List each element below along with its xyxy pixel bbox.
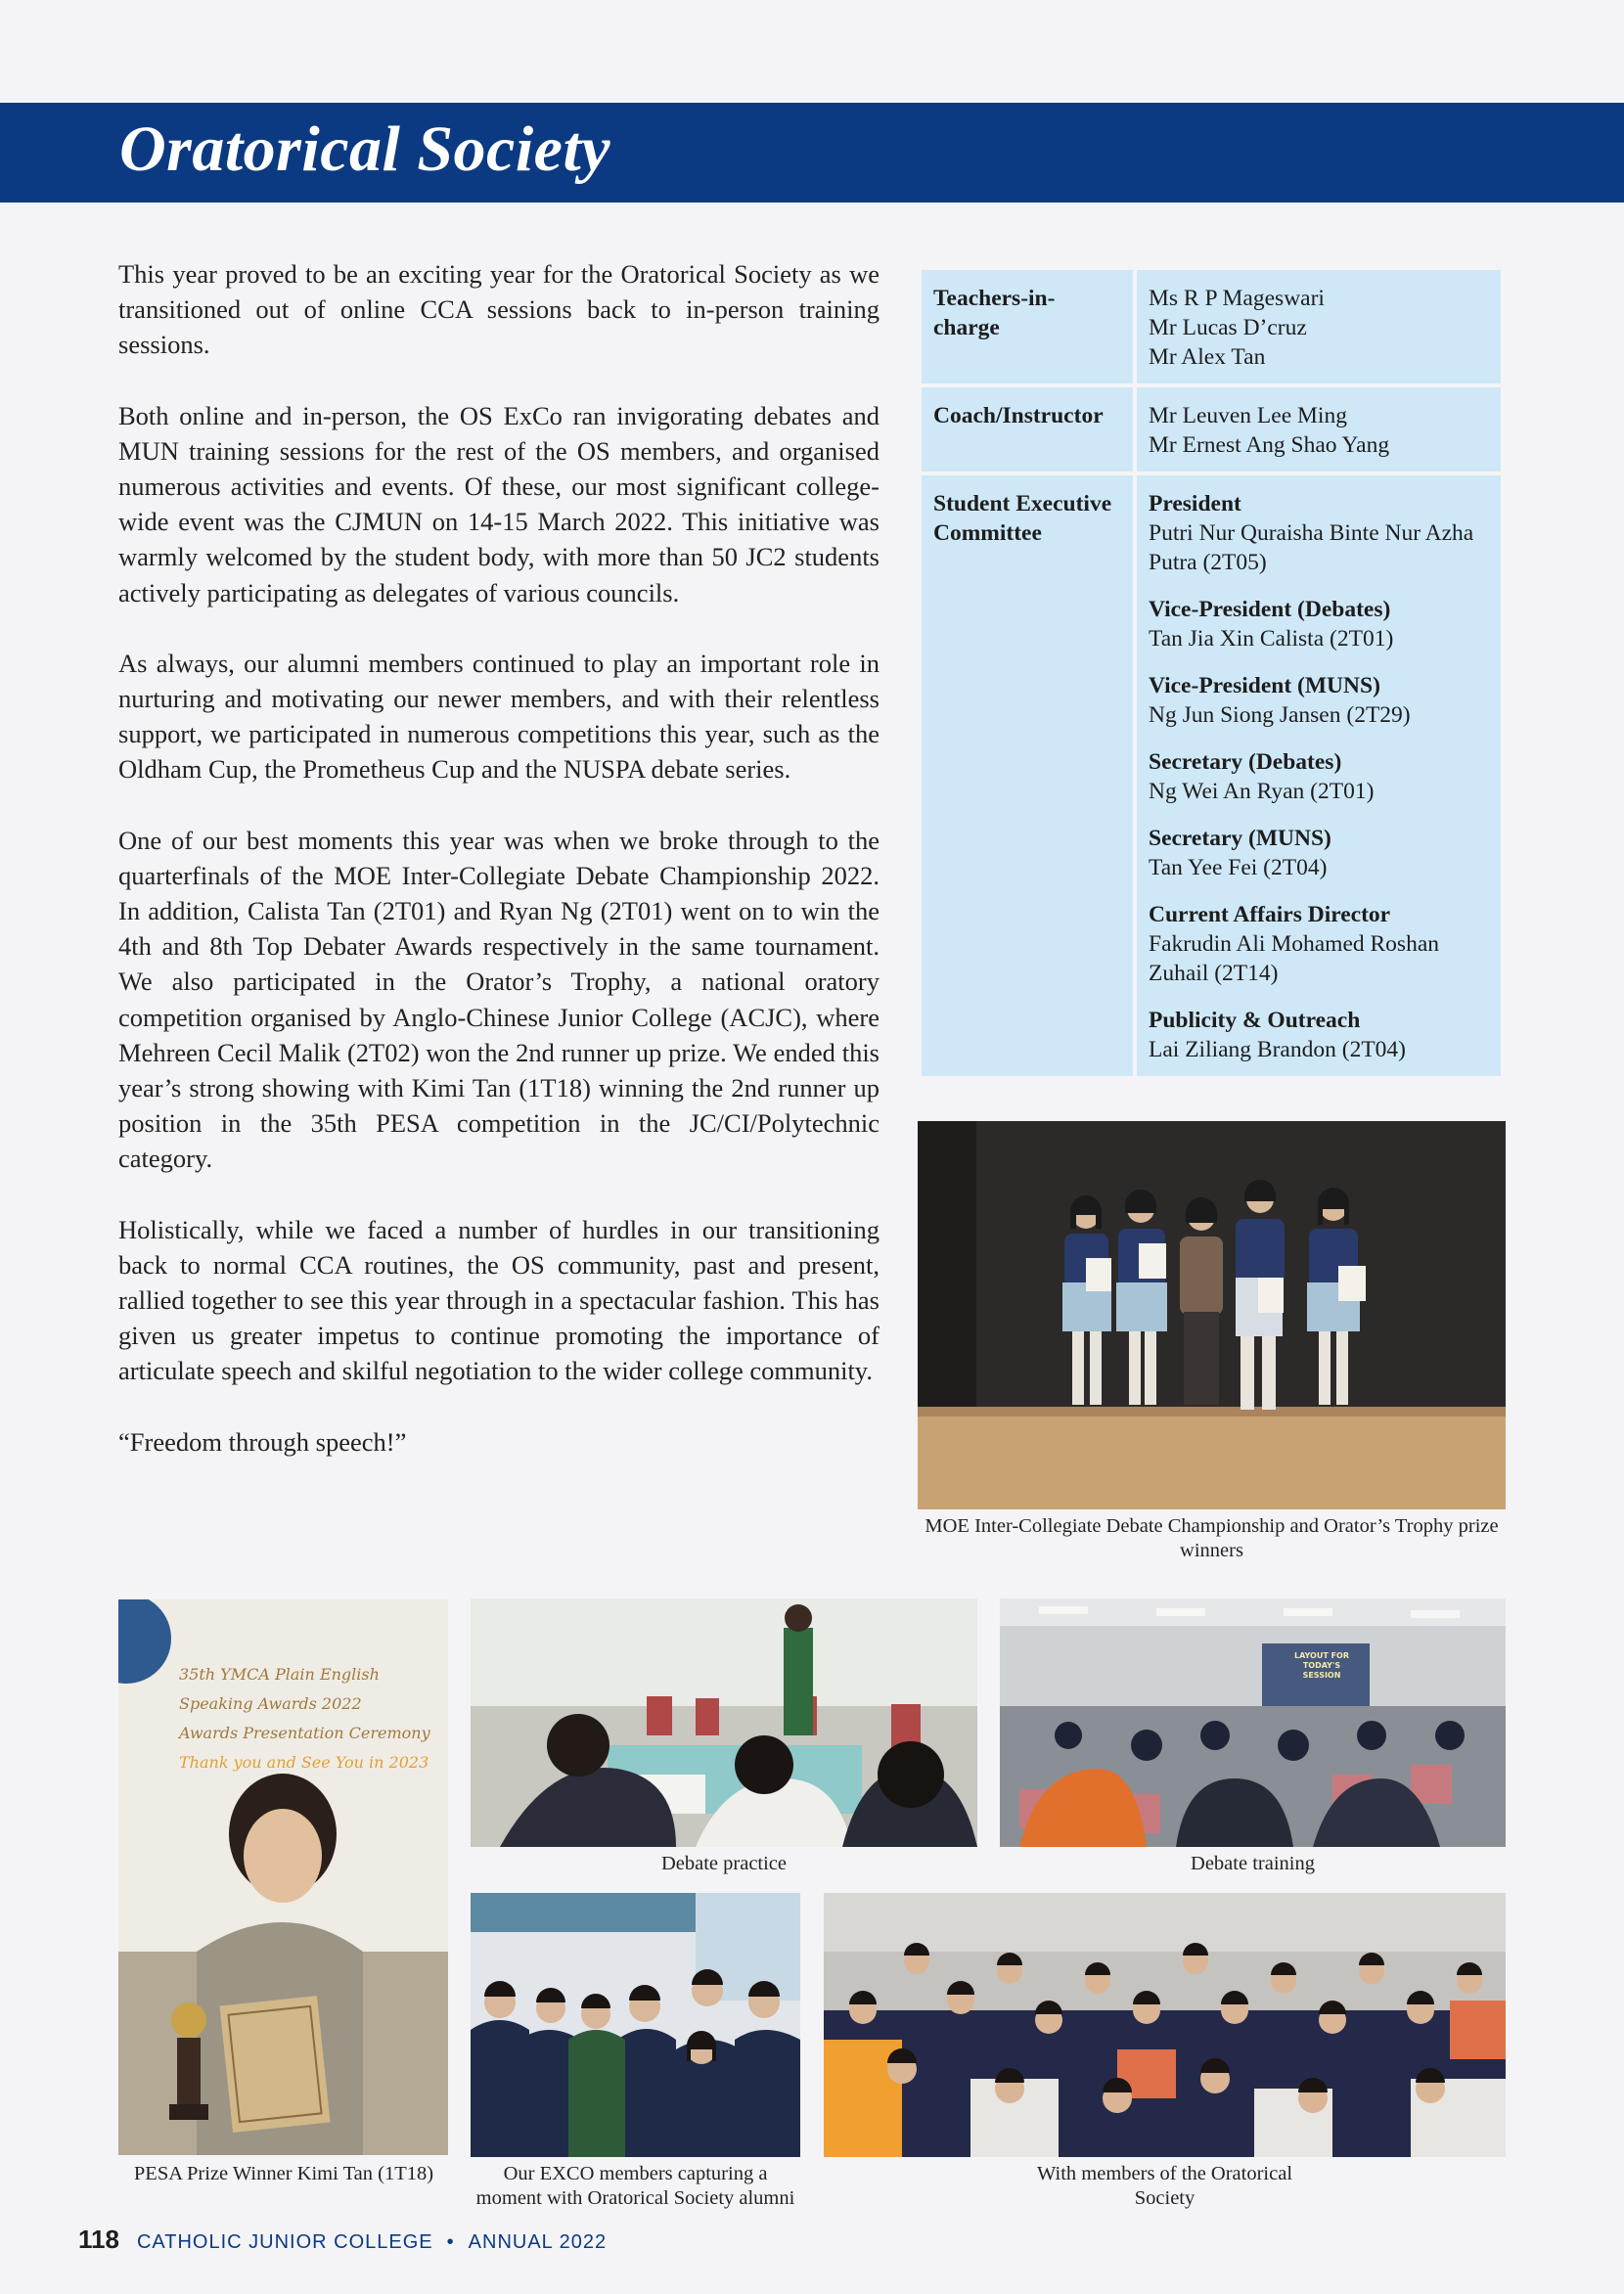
member-name: Ng Jun Siong Jansen (2T29) (1149, 702, 1411, 728)
member-role: Secretary (Debates) (1149, 749, 1342, 775)
title-banner (0, 103, 1624, 202)
page-footer (78, 2225, 607, 2255)
member-name: Putri Nur Quraisha Binte Nur Azha Putra (2T05) (1149, 520, 1474, 575)
member-role: President (1149, 491, 1241, 517)
member-role: Publicity & Outreach (1149, 1008, 1361, 1033)
member-role: Secretary (MUNS) (1149, 826, 1331, 851)
teacher-name: Ms R P Mageswari (1149, 286, 1325, 311)
teachers-label: Teachers-in-charge (922, 270, 1133, 383)
coach-list (1137, 387, 1501, 472)
footer-separator: • (446, 2231, 455, 2253)
committee-member (1149, 671, 1489, 730)
committee-member (1149, 1006, 1489, 1064)
member-role: Vice-President (MUNS) (1149, 673, 1380, 698)
member-name: Tan Yee Fei (2T04) (1149, 855, 1328, 880)
paragraph: Both online and in-person, the OS ExCo ran invigorating debates and MUN training sessions for the rest of the OS members, and organised numerous activities and events. Of these, our most significant college-wide event was the CJMUN on 14-15 March 2022. This initiative was warmly welcomed by the student body, with more than 50 JC2 students actively participating as delegates of various councils. (118, 400, 880, 607)
committee-member (1149, 824, 1489, 882)
coach-label: Coach/Instructor (922, 387, 1133, 472)
exco-alumni-photo (471, 1893, 800, 2157)
debate-practice-caption: Debate practice (660, 1853, 788, 1874)
college-name: CATHOLIC JUNIOR COLLEGE (136, 2231, 433, 2253)
prize-winners-photo (918, 1121, 1506, 1509)
page-number: 118 (78, 2225, 119, 2254)
coach-name: Mr Ernest Ang Shao Yang (1149, 432, 1390, 458)
teachers-list (1137, 270, 1501, 383)
article-body (118, 256, 880, 1495)
debate-training-caption: Debate training (1191, 1853, 1315, 1874)
banner-line: 35th YMCA Plain English (179, 1665, 380, 1684)
pesa-winner-photo (118, 1599, 448, 2155)
committee-member (1149, 595, 1489, 653)
motto-quote: “Freedom through speech!” (118, 1426, 407, 1457)
paragraph: Holistically, while we faced a number of hurdles in our transitioning back to normal CCA routines, the OS community, past and present, rallied together to see this year through in a spectacular fashion. This has given us greater impetus to continue promoting the importance of articulate speech and skilful negotiation to the wider college community. (118, 1214, 880, 1386)
paragraph: As always, our alumni members continued to play an important role in nurturing and motivating our newer members, and with their relentless support, we participated in numerous competitions this year, such as the Oldham Cup, the Prometheus Cup and the NUSPA debate series. (118, 648, 880, 785)
banner-line: Thank you and See You in 2023 (179, 1753, 429, 1772)
banner-line: Speaking Awards 2022 (179, 1694, 362, 1713)
member-role: Vice-President (Debates) (1149, 597, 1391, 622)
committee-member (1149, 489, 1489, 577)
paragraph: This year proved to be an exciting year for the Oratorical Society as we transitioned out of online CCA sessions back to in-person training sessions. (118, 259, 880, 360)
committee-list (1137, 475, 1501, 1076)
members-group-photo (824, 1893, 1506, 2157)
page-title: Oratorical Society (119, 113, 611, 185)
member-name: Ng Wei An Ryan (2T01) (1149, 779, 1375, 804)
member-name: Tan Jia Xin Calista (2T01) (1149, 626, 1394, 652)
committee-member (1149, 747, 1489, 806)
pesa-winner-caption: PESA Prize Winner Kimi Tan (1T18) (133, 2163, 434, 2184)
members-group-caption: With members of the Oratorical Society (1036, 2163, 1293, 2209)
table-row (922, 475, 1501, 1076)
teacher-name: Mr Lucas D’cruz (1149, 315, 1307, 340)
committee-member (1149, 900, 1489, 988)
member-name: Lai Ziliang Brandon (2T04) (1149, 1037, 1406, 1062)
staff-committee-table (918, 266, 1505, 1080)
table-row (922, 270, 1501, 383)
member-name: Fakrudin Ali Mohamed Roshan Zuhail (2T14) (1149, 931, 1439, 986)
member-role: Current Affairs Director (1149, 902, 1391, 927)
coach-name: Mr Leuven Lee Ming (1149, 403, 1347, 428)
table-row (922, 387, 1501, 472)
exco-alumni-caption: Our EXCO members capturing a moment with Oratorical Society alumni (475, 2163, 795, 2209)
training-screen-text: LAYOUT FOR TODAY'S SESSION (1294, 1651, 1349, 1680)
debate-practice-photo (471, 1598, 977, 1847)
paragraph: One of our best moments this year was when we broke through to the quarterfinals of the MOE Inter-Collegiate Debate Championship 2022. In addition, Calista Tan (2T01) and Ryan Ng (2T01) went on to win the 4th and 8th Top Debater Awards respectively in the same tournament. We also participated in the Orator’s Trophy, a national oratory competition organised by Anglo-Chinese Junior College (ACJC), where Mehreen Cecil Malik (2T02) won the 2nd runner up prize. We ended this year’s strong showing with Kimi Tan (1T18) winning the 2nd runner up position in the 35th PESA competition in the JC/CI/Polytechnic category. (118, 825, 880, 1174)
pesa-banner (179, 1660, 443, 1777)
committee-label: Student Executive Committee (922, 475, 1133, 1076)
annual-label: ANNUAL 2022 (468, 2231, 608, 2253)
banner-line: Awards Presentation Ceremony (179, 1724, 430, 1742)
debate-training-photo (1000, 1598, 1506, 1847)
teacher-name: Mr Alex Tan (1149, 344, 1266, 370)
prize-winners-caption: MOE Inter-Collegiate Debate Championship and Orator’s Trophy prize winners (925, 1515, 1499, 1561)
